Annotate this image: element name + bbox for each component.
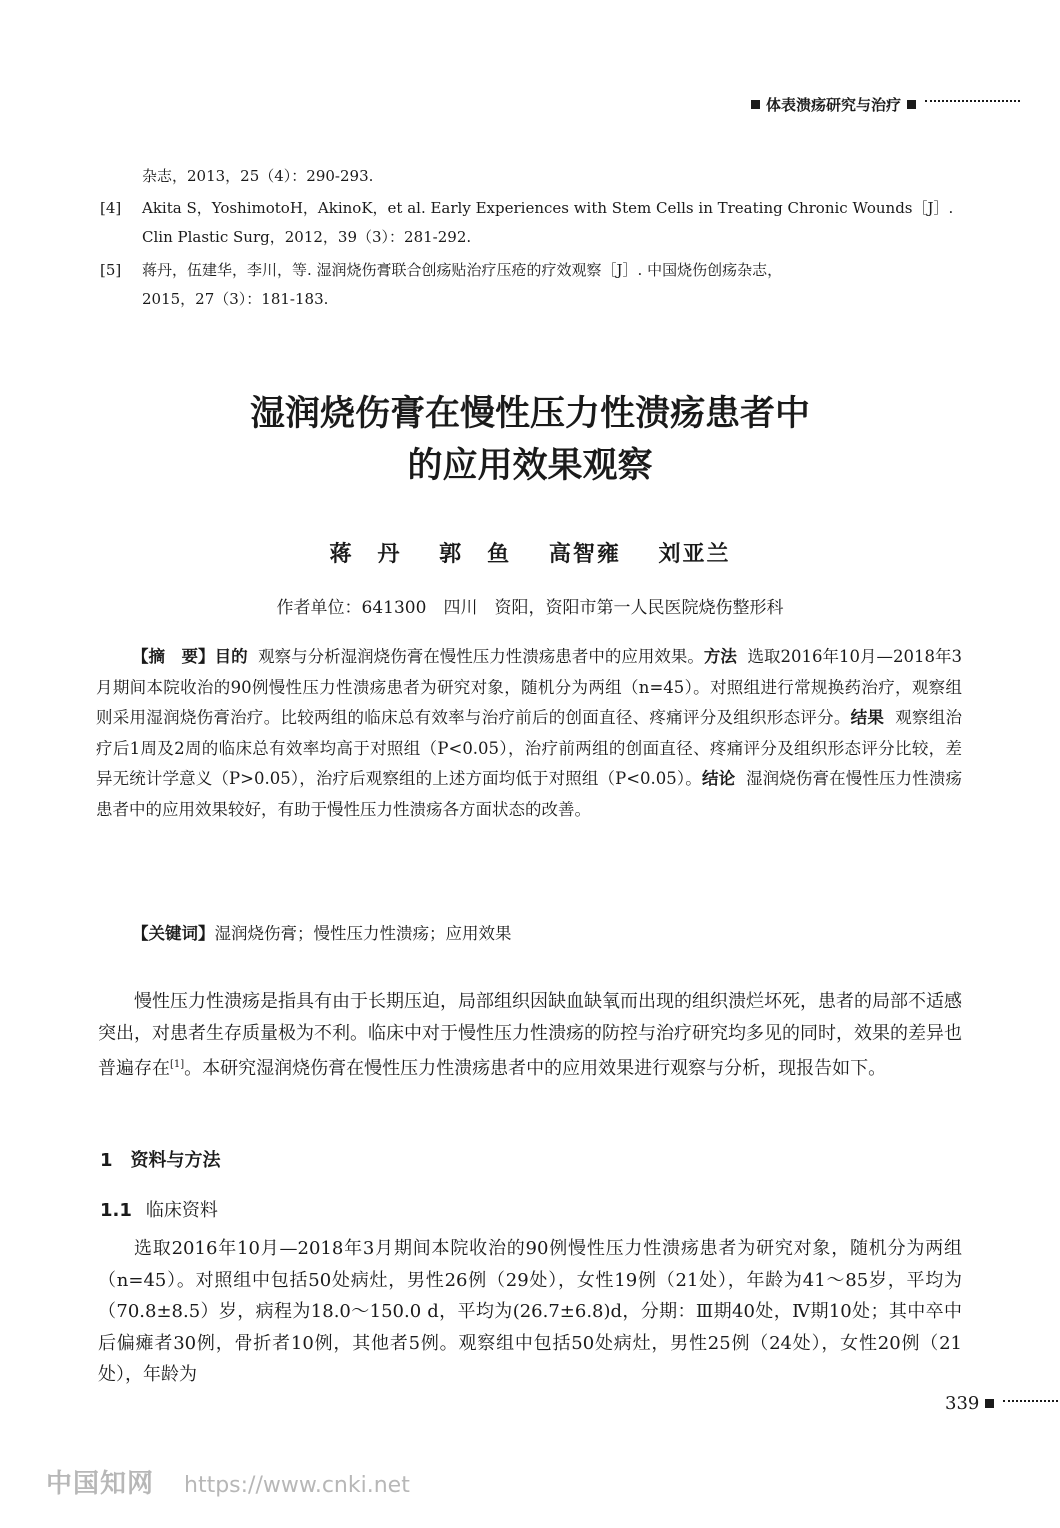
subsection-title: 临床资料: [145, 1200, 218, 1221]
keywords-text: 湿润烧伤膏；慢性压力性溃疡；应用效果: [214, 924, 512, 943]
keywords-label: 【关键词】: [132, 924, 215, 943]
abstract-label: 【摘 要】: [132, 647, 215, 666]
reference-item: [100, 256, 970, 314]
conclusion-text: 湿润烧伤膏在慢性压力性溃疡患者中的应用效果较好，有助于慢性压力性溃疡各方面状态的改善。: [96, 769, 962, 819]
clinical-paragraph: 选取2016年10月—2018年3月期间本院收治的90例慢性压力性溃疡患者为研究对象，随机分为两组（n=45）。对照组中包括50处病灶，男性26例（29处），女性19例（21处），年龄为41～85岁，平均为（70.8±8.5）岁，病程为18.0～150.0 d，平均为(26.7±6.8)d，分期：Ⅲ期40处，Ⅳ期10处；其中卒中后偏瘫者30例，骨折者10例，其他者5例。观察组中包括50处病灶，男性25例（24处），女性20例（21处），年龄为: [98, 1238, 962, 1385]
article-title: [0, 388, 1060, 492]
author: 高智雍: [548, 541, 621, 567]
methods-text: 选取2016年10月—2018年3月期间本院收治的90例慢性压力性溃疡患者为研究对象，随机分为两组（n=45）。对照组进行常规换药治疗，观察组则采用湿润烧伤膏治疗。比较两组的临床总有效率与治疗前后的创面直径、疼痛评分及组织形态评分。: [96, 647, 963, 727]
abstract: [96, 642, 962, 825]
square-bullet-icon: [985, 1399, 994, 1408]
objective-text: 观察与分析湿润烧伤膏在慢性压力性溃疡患者中的应用效果。: [258, 647, 704, 666]
section-heading: 1 资料与方法: [100, 1150, 221, 1171]
reference-line: Akita S，YoshimotoH，AkinoK，et al. Early Experiences with Stem Cells in Treating Chronic Wounds［J］.: [142, 199, 954, 217]
objective-label: 目的: [214, 647, 248, 666]
author: 郭 鱼: [439, 541, 512, 567]
results-label: 结果: [850, 708, 885, 727]
author-list: [0, 537, 1060, 568]
title-line: 的应用效果观察: [407, 445, 653, 486]
methods-label: 方法: [703, 647, 737, 666]
watermark-url: https://www.cnki.net: [184, 1473, 410, 1498]
square-bullet-icon: [751, 100, 760, 109]
running-header: [745, 92, 1020, 116]
reference-line: 杂志，2013，25（4）：290-293.: [142, 167, 374, 185]
keywords: [132, 920, 512, 944]
reference-line: 蒋丹，伍建华，李川，等. 湿润烧伤膏联合创疡贴治疗压疮的疗效观察［J］. 中国烧伤创疡杂志，: [142, 261, 783, 279]
dotted-rule: [925, 100, 1020, 102]
reference-line: Clin Plastic Surg，2012，39（3）：281-292.: [142, 228, 472, 246]
intro-text: 慢性压力性溃疡是指具有由于长期压迫，局部组织因缺血缺氧而出现的组织溃烂坏死，患者的局部不适感突出，对患者生存质量极为不利。临床中对于慢性压力性溃疡的防控与治疗研究均多见的同时，效果的差异也普遍存在: [98, 991, 962, 1079]
author: 刘亚兰: [658, 541, 731, 567]
reference-number: [5]: [100, 261, 122, 279]
affiliation: 作者单位：641300 四川 资阳，资阳市第一人民医院烧伤整形科: [276, 598, 784, 618]
watermark-brand: 中国知网: [46, 1469, 155, 1499]
reference-number: [4]: [100, 199, 122, 217]
running-header-text: 体表溃疡研究与治疗: [766, 95, 902, 114]
reference-item: [100, 194, 970, 252]
intro-paragraph: [98, 986, 962, 1085]
square-bullet-icon: [907, 100, 916, 109]
results-text: 观察组治疗后1周及2周的临床总有效率均高于对照组（P<0.05），治疗前两组的创面直径、疼痛评分及组织形态评分比较，差异无统计学意义（P>0.05），治疗后观察组的上述方面均低于对照组（P<0.05）。: [96, 708, 963, 788]
title-line: 湿润烧伤膏在慢性压力性溃疡患者中: [249, 393, 810, 434]
conclusion-label: 结论: [701, 769, 736, 788]
reference-line: 2015，27（3）：181-183.: [142, 290, 329, 308]
watermark: [46, 1463, 410, 1500]
dotted-rule: [1003, 1400, 1058, 1402]
reference-continuation: [100, 162, 970, 191]
intro-text: 。本研究湿润烧伤膏在慢性压力性溃疡患者中的应用效果进行观察与分析，现报告如下。: [184, 1058, 887, 1079]
subsection-heading: [100, 1196, 218, 1222]
subsection-number: 1.1: [100, 1200, 132, 1221]
author: 蒋 丹: [329, 541, 402, 567]
page-number: [945, 1393, 1058, 1414]
citation: [1]: [170, 1059, 185, 1070]
page-number-text: 339: [945, 1393, 980, 1414]
